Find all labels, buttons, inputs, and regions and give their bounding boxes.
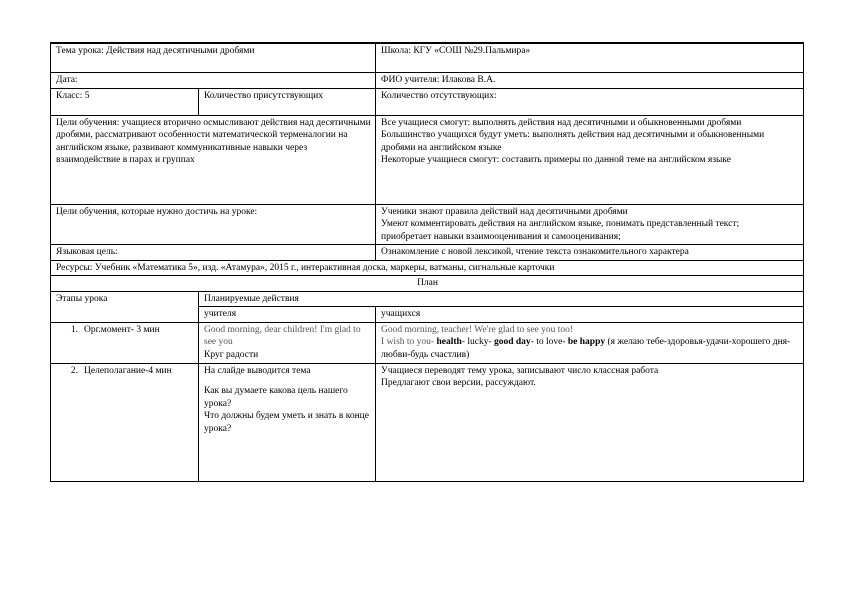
col-teacher-header: учителя: [199, 307, 376, 323]
language-goal-value: Ознакомление с новой лексикой, чтение текста ознакомительного характера: [376, 245, 804, 261]
stage-1-teacher: [199, 322, 376, 363]
language-goal-row: [51, 245, 804, 261]
stage-2-number: 2.: [70, 365, 78, 376]
language-goal-label: Языковая цель:: [51, 245, 376, 261]
achieve-line-3: приобретает навыки взаимооценивания и самооценивания;: [381, 231, 621, 242]
learning-goals-left: Цели обучения: учащиеся вторично осмысливают действия над десятичными дробями, рассматривают особенности математической терменалогии на английском языке, развивают коммуникативные навыки через взаимодействие в парах и группах: [51, 115, 376, 204]
col-students-header: учащихся: [376, 307, 804, 323]
col-stages-header: Этапы урока: [51, 291, 199, 322]
present-count: Количество присутствующих: [199, 88, 376, 115]
goal-most-students: Большинство учащихся будут уметь: выполнять действия над десятичными и обыкновенными дробями на английском языке: [381, 130, 765, 153]
wish-lucky: - lucky-: [461, 337, 494, 347]
teacher-name: ФИО учителя: Илакова В.А.: [376, 73, 804, 89]
wish-intro: I wish to you-: [381, 337, 437, 347]
stage-2: [51, 363, 199, 481]
goal-all-students: Все учащиеся смогут: выполнять действия над десятичными и обыкновенными дробями: [381, 117, 742, 128]
lesson-plan-sheet: [50, 42, 803, 482]
achieve-goals-row: [51, 204, 804, 245]
stage-2-teacher-line-2: Как вы думаете какова цель нашего урока?: [204, 386, 348, 409]
stage-2-students-line-2: Предлагают свои версии, рассуждают.: [381, 378, 536, 388]
stage-2-teacher-line-3: Что должны будем уметь и знать в конце урока?: [204, 411, 369, 434]
lesson-date: Дата:: [51, 73, 376, 89]
stage-1: [51, 322, 199, 363]
learning-goals-right: [376, 115, 804, 204]
stage-2-teacher: [199, 363, 376, 481]
stage-1-students: [376, 322, 804, 363]
lesson-plan-table: [50, 42, 804, 482]
school-name: Школа: КГУ «СОШ №29.Пальмира»: [376, 43, 804, 73]
wish-health: health: [436, 337, 462, 347]
wish-happy: be happy: [567, 337, 606, 347]
absent-count: Количество отсутствующих:: [376, 88, 804, 115]
stage-1-teacher-line-1: Good morning, dear children! I'm glad to see you: [204, 324, 361, 347]
learning-goals-row: [51, 115, 804, 204]
goal-some-students: Некоторые учащиеся смогут: составить примеры по данной теме на английском языке: [381, 155, 732, 165]
topic-row: [51, 43, 804, 73]
plan-header-row: [51, 291, 804, 307]
lesson-topic: Тема урока: Действия над десятичными дробями: [51, 43, 376, 73]
plan-row-1: [51, 322, 804, 363]
resources-row: [51, 260, 804, 276]
resources: Ресурсы: Учебник «Математика 5», изд. «Атамура», 2015 г., интерактивная доска, маркеры, ватманы, сигнальные карточки: [51, 260, 804, 276]
achieve-goals-label: Цели обучения, которые нужно достичь на уроке:: [51, 204, 376, 245]
achieve-goals-right: [376, 204, 804, 245]
stage-2-teacher-line-1: На слайде выводится тема: [204, 365, 311, 376]
wish-love: - to love-: [530, 337, 568, 347]
class-row: [51, 88, 804, 115]
plan-title: План: [51, 276, 804, 292]
plan-row-2: [51, 363, 804, 481]
stage-2-students: [376, 363, 804, 481]
plan-title-row: [51, 276, 804, 292]
achieve-line-1: Ученики знают правила действий над десятичными дробями: [381, 206, 628, 217]
stage-1-label: Орг.момент- 3 мин: [84, 324, 160, 335]
stage-1-number: 1.: [70, 324, 78, 335]
class-number: Класс: 5: [51, 88, 199, 115]
stage-1-students-line-1: Good morning, teacher! We're glad to see you too!: [381, 324, 574, 335]
stage-2-students-line-1: Учащиеся переводят тему урока, записывают число классная работа: [381, 365, 659, 376]
date-row: [51, 73, 804, 89]
col-planned-header: Планируемые действия: [199, 291, 804, 307]
stage-1-teacher-line-2: Круг радости: [204, 349, 259, 360]
achieve-line-2: Умеют комментировать действия на английском языке, понимать представленный текст;: [381, 219, 740, 229]
stage-1-students-line-2: [381, 336, 799, 361]
wish-translation: (я желаю тебе-здоровья-удачи-хорошего дня-любви-будь счастлив): [381, 337, 791, 360]
wish-good-day: good day: [493, 337, 531, 347]
stage-2-label: Целеполагание-4 мин: [84, 365, 172, 376]
